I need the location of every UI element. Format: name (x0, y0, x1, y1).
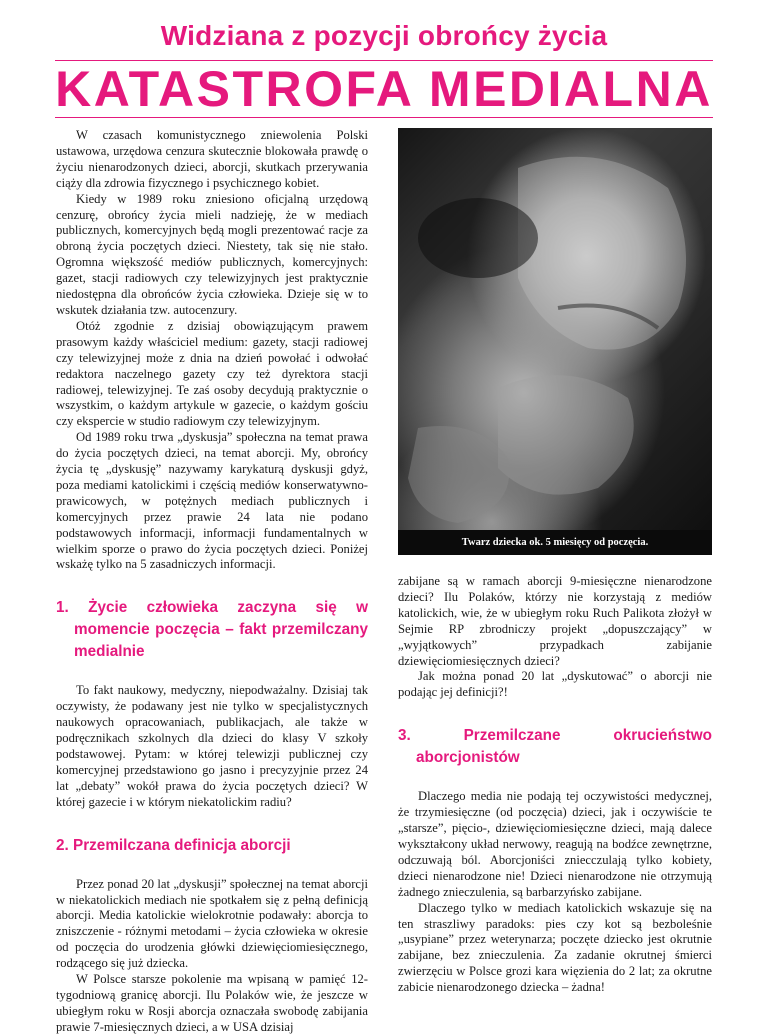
photo-caption: Twarz dziecka ok. 5 miesięcy od poczęcia. (398, 530, 712, 555)
section-3-heading: 3. Przemilczane okrucieństwo aborcjonistów (398, 727, 712, 767)
section-2-paragraph: Przez ponad 20 lat „dyskusji” społecznej na temat aborcji w niekatolickich mediach nie spotkałem się z pełną definicją aborcji. Media katolickie wielokrotnie podawały: aborcja to zniszczenie - różnymi metodami – życia człowieka w okresie od poczęcia do urodzenia główki dziewięciomiesięcznego, rodzącego się już dziecka. (56, 876, 368, 971)
intro-paragraph: Otóż zgodnie z dzisiaj obowiązującym prawem prasowym każdy właściciel medium: gazety, stacji radiowej czy telewizyjnej może z dnia na dzień powołać i odwołać redaktora naczelnego gazety czy też dyrektora stacji radiowej, telewizyjnej. Te zaś osoby decydują praktycznie o wszystkim, o każdym artykule w gazecie, o każdym gościu czy ekspercie w studio radiowym czy telewizyjnym. (56, 318, 368, 429)
continued-paragraph: zabijane są w ramach aborcji 9-miesięczne nienarodzone dzieci? Ilu Polaków, którzy nie korzystają z mediów katolickich, wie, że w ubiegłym roku Ruch Palikota złożył w Sejmie RP zbrodniczy projekt „dopuszczający” w „wyjątkowych” przypadkach zabijanie dziewięciomiesięcznych dzieci? (398, 574, 712, 668)
section-2-paragraph: W Polsce starsze pokolenie ma wpisaną w pamięć 12-tygodniową granicę aborcji. Ilu Polaków wie, że jeszcze w ubiegłym roku w Rosji aborcja oznaczała swobodę zabijania prawie 7-miesięcznych dzieci, a w USA dzisiaj (56, 972, 368, 1034)
continued-paragraph: Jak można ponad 20 lat „dyskutować” o aborcji nie podając jej definicji?! (398, 669, 712, 700)
section-3-paragraph: Dlaczego tylko w mediach katolickich wskazuje się na ten straszliwy paradoks: pies czy kot są bezboleśnie „usypiane” przez weterynarza; poczęte dziecko jest okrutnie zabijane, bez znieczulenia. Za zadanie okrutnej śmierci zwierzęciu w Polsce grozi kara więzienia do 2 lat; za okrutne zabicie nienarodzonego dziecka – żadna! (398, 900, 712, 995)
left-column (56, 128, 368, 1036)
fetus-face-photo (398, 128, 712, 555)
section-1-heading: 1. Życie człowieka zaczyna się w momencie poczęcia – fakt przemilczany medialnie (56, 599, 368, 661)
intro-paragraph: W czasach komunistycznego zniewolenia Polski ustawowa, urzędowa cenzura skutecznie blokowała prawdę o życiu nienarodzonych dzieci, aborcji, skutkach przerywania ciąży dla zdrowia fizycznego i psychicznego kobiet. (56, 128, 368, 190)
section-3-paragraph: Dlaczego media nie podają tej oczywistości medycznej, że trzymiesięczne (od poczęcia) dzieci, jak i oczywiście te „starsze”, pięcio-, dziewięciomiesięczne dzieci, mają dalece wykształcony układ nerwowy, reagują na bodźce zewnętrzne, odczuwają ból. Aborcjoniści zniecczulają tylko kobiety, dzieci nienarodzone nie! Dzieci nienarodzone nie otrzymują żadnego znieczulenia, są barbarzyńsko zabijane. (398, 789, 712, 899)
right-column (398, 574, 712, 996)
photo-shading (398, 128, 712, 530)
intro-paragraph: Kiedy w 1989 roku zniesiono oficjalną urzędową cenzurę, obrońcy życia mieli nadzieję, że w mediach publicznych, komercyjnych będą mogli prezentować racje za obroną życia poczętych dzieci. Niestety, tak się nie stało. Ogromna większość mediów publicznych, komercyjnych: gazet, stacji radiowych czy telewizyjnych jest praktycznie niedostępna dla obrońców życia człowieka. Dzieje się w to wskutek działania tzw. autocenzury. (56, 191, 368, 317)
section-1-paragraph: To fakt naukowy, medyczny, niepodważalny. Dzisiaj tak oczywisty, że podawany jest nie tylko w specjalistycznych naukowych opracowaniach, publikacjach, ale także w podręcznikach szkolnych dla dzieci do klasy V szkoły podstawowej. Pytam: w której telewizji publicznej czy komercyjnej przedstawiono go jasno i precyzyjnie przez 24 lat „debaty” wokół prawa do życia poczętych dzieci? W której gazecie i w którym niekatolickim radiu? (56, 683, 368, 809)
section-2-heading: 2. Przemilczana definicja aborcji (56, 836, 291, 854)
intro-paragraph: Od 1989 roku trwa „dyskusja” społeczna na temat prawa do życia poczętych dzieci, na temat aborcji. My, obrońcy życia tę „dyskusję” nazywamy karykaturą dyskusji gdyż, poza mediami katolickimi i częścią mediów konserwatywno-prawicowych, w potężnych mediach publicznych i komercyjnych przez prawie 24 lata nie podano podstawowych informacji, informacji fundamentalnych w wielkim sporze o prawo do życia poczętych dzieci. Poniżej wskażę tylko na 5 zasadniczych informacji. (56, 430, 368, 572)
bottom-rule (55, 117, 713, 118)
headline: KATASTROFA MEDIALNA (55, 61, 713, 117)
kicker-title: Widziana z pozycji obrońcy życia (160, 20, 608, 51)
